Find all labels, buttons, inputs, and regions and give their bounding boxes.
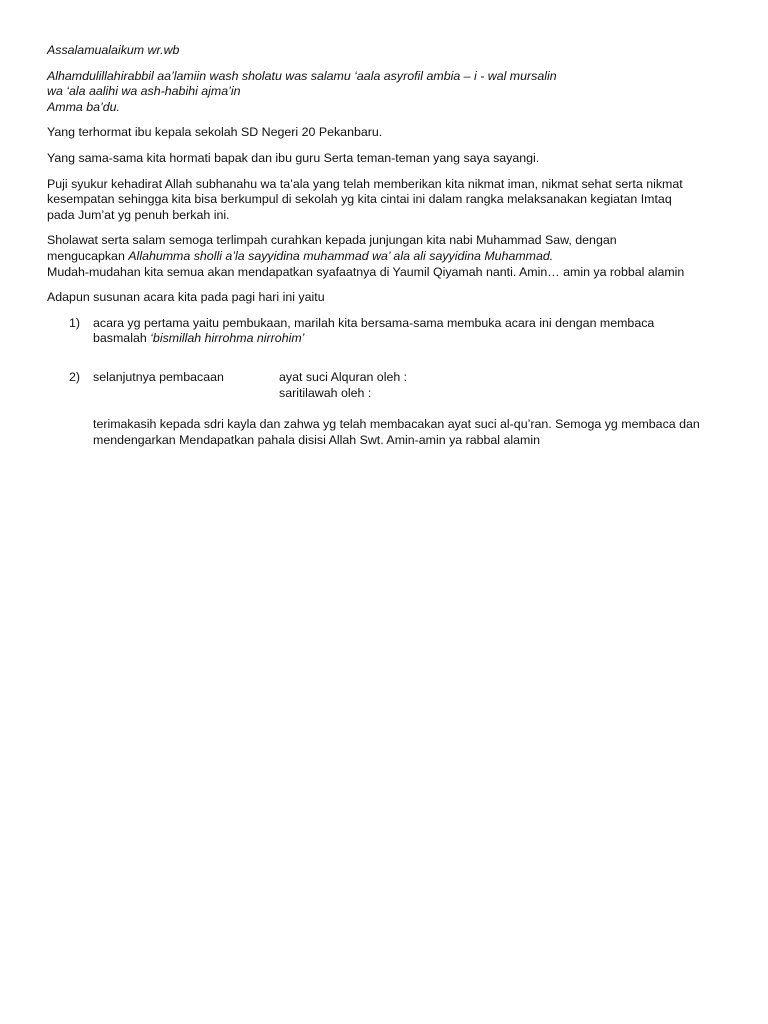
sholawat-line-2-prefix: mengucapkan [47,248,129,263]
gratitude-line-2: kesempatan sehingga kita bisa berkumpul di sekolah yg kita cintai ini dalam rangka melaksanakan kegiatan Imtaq [47,192,672,207]
closing-line-1: terimakasih kepada sdri kayla dan zahwa yg telah membacakan ayat suci al-qu’ran. Semoga yg membaca dan [93,417,700,432]
sholawat-line-2-italic: Allahumma sholli a’la sayyidina muhammad wa’ ala ali sayyidina Muhammad. [128,248,554,263]
gratitude-paragraph [47,177,737,224]
opening-line-2: wa ‘ala aalihi wa ash-habihi ajma’in [47,84,241,99]
gratitude-line-3: pada Jum’at yg penuh berkah ini. [47,207,230,222]
address-teachers [47,151,737,167]
agenda-item-2-detail-2: saritilawah oleh : [279,385,372,400]
sholawat-paragraph [47,233,737,280]
agenda-item-2-label: selanjutnya pembacaan [93,369,224,384]
agenda-item-1-line-2-italic: ‘bismillah hirrohma nirrohim’ [150,331,305,346]
greeting [47,43,737,59]
agenda-item-1-line-2 [93,331,737,347]
document-page [47,43,737,448]
address-headmaster-text: Yang terhormat ibu kepala sekolah SD Negeri 20 Pekanbaru. [47,125,383,140]
address-teachers-text: Yang sama-sama kita hormati bapak dan ibu guru Serta teman-teman yang saya sayangi. [47,150,540,165]
agenda-item-2 [47,370,737,401]
agenda-item-2-detail-1: ayat suci Alquran oleh : [279,369,408,384]
closing-line-2: mendengarkan Mendapatkan pahala disisi Allah Swt. Amin-amin ya rabbal alamin [93,432,541,447]
agenda-item-2-row-2 [93,386,737,402]
sholawat-line-1: Sholawat serta salam semoga terlimpah curahkan kepada junjungan kita nabi Muhammad Saw, dengan [47,233,617,248]
address-headmaster [47,125,737,141]
agenda-item-1 [47,316,737,347]
agenda-item-1-number: 1) [69,315,81,330]
opening-line-1: Alhamdulillahirabbil aa’lamiin wash sholatu was salamu ‘aala asyrofil ambia – i - wal mursalin [47,68,557,83]
agenda-item-2-number: 2) [69,369,81,384]
agenda-item-2-row-1 [93,370,737,386]
opening-line-3: Amma ba’du. [47,99,121,114]
opening-prayer [47,69,737,116]
gratitude-line-1: Puji syukur kehadirat Allah subhanahu wa ta’ala yang telah memberikan kita nikmat iman, nikmat sehat serta nikmat [47,176,683,191]
agenda-intro-text: Adapun susunan acara kita pada pagi hari ini yaitu [47,290,325,305]
agenda-item-1-line-2-prefix: basmalah [93,331,151,346]
sholawat-line-3: Mudah-mudahan kita semua akan mendapatkan syafaatnya di Yaumil Qiyamah nanti. Amin… amin ya robbal alamin [47,264,685,279]
agenda-intro [47,290,737,306]
sholawat-line-2 [47,249,737,265]
closing-paragraph [47,417,737,448]
greeting-text: Assalamualaikum wr.wb [47,43,180,57]
agenda-item-1-line-1: acara yg pertama yaitu pembukaan, marilah kita bersama-sama membuka acara ini dengan membaca [93,315,655,330]
